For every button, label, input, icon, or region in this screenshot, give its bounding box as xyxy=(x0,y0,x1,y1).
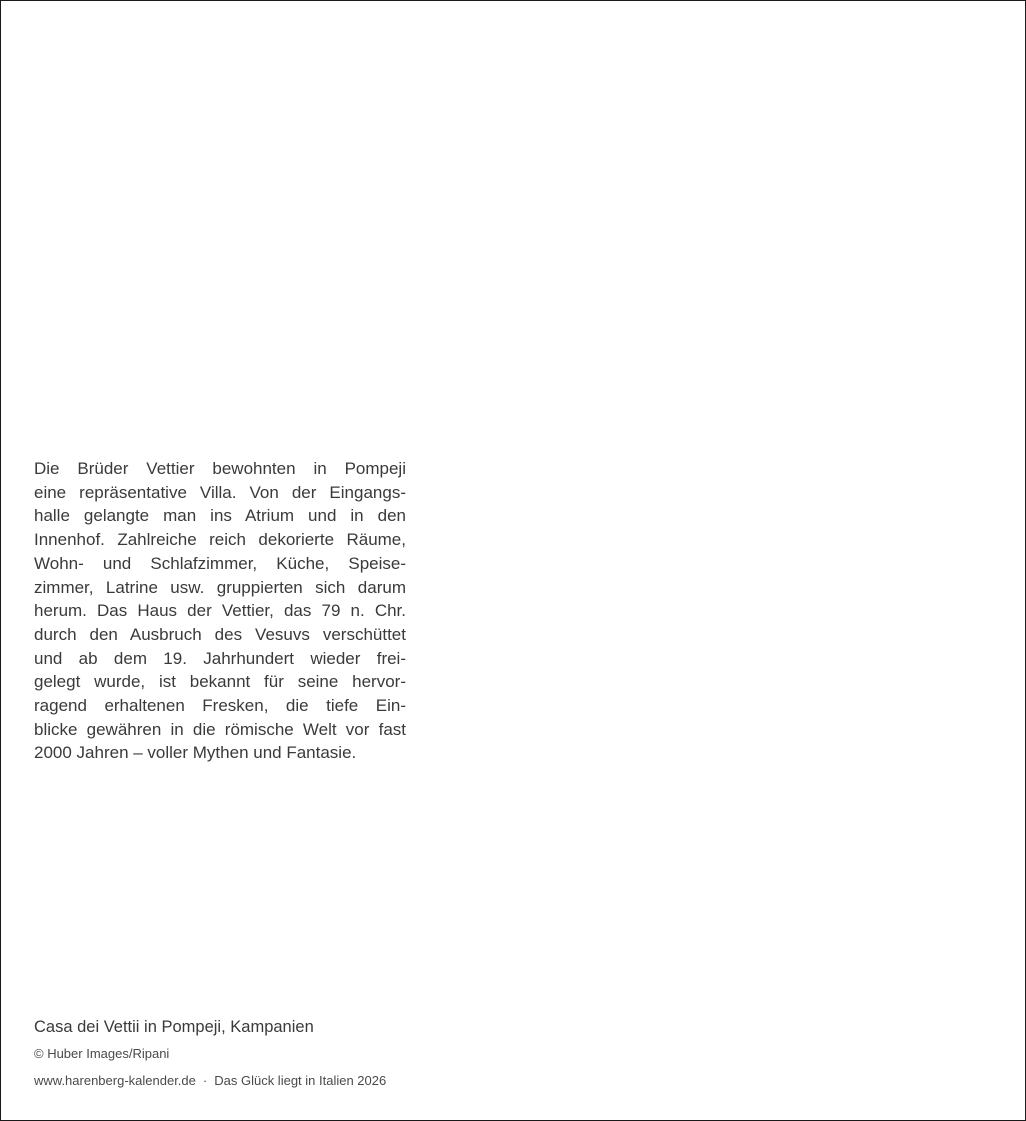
description-line: gelegt wurde, ist bekannt für seine hervor- xyxy=(34,672,406,692)
description-line: halle gelangte man ins Atrium und in den xyxy=(34,506,406,526)
description-line: blicke gewähren in die römische Welt vor fast xyxy=(34,719,406,739)
website-link[interactable]: www.harenberg-kalender.de xyxy=(34,1073,196,1088)
description-line: durch den Ausbruch des Vesuvs verschüttet xyxy=(34,624,406,644)
photo-credit: © Huber Images/Ripani xyxy=(34,1046,170,1061)
description-line: eine repräsentative Villa. Von der Eingangs- xyxy=(34,482,406,502)
calendar-title: Das Glück liegt in Italien 2026 xyxy=(214,1073,387,1088)
description-line: 2000 Jahren – voller Mythen und Fantasie. xyxy=(34,743,357,763)
description-line: Die Brüder Vettier bewohnten in Pompeji xyxy=(34,459,406,478)
description-line: Wohn- und Schlafzimmer, Küche, Speise- xyxy=(34,553,406,573)
description-line: Innenhof. Zahlreiche reich dekorierte Räume, xyxy=(34,530,406,550)
photo-caption: Casa dei Vettii in Pompeji, Kampanien xyxy=(34,1018,314,1036)
description-line: ragend erhaltenen Fresken, die tiefe Ein- xyxy=(34,696,406,716)
description-line: zimmer, Latrine usw. gruppierten sich darum xyxy=(34,577,406,597)
page-footer xyxy=(34,1073,386,1088)
footer-separator: · xyxy=(202,1073,208,1088)
description-line: herum. Das Haus der Vettier, das 79 n. Chr. xyxy=(34,601,406,621)
description-line: und ab dem 19. Jahrhundert wieder frei- xyxy=(34,648,406,668)
description-text xyxy=(34,457,406,765)
